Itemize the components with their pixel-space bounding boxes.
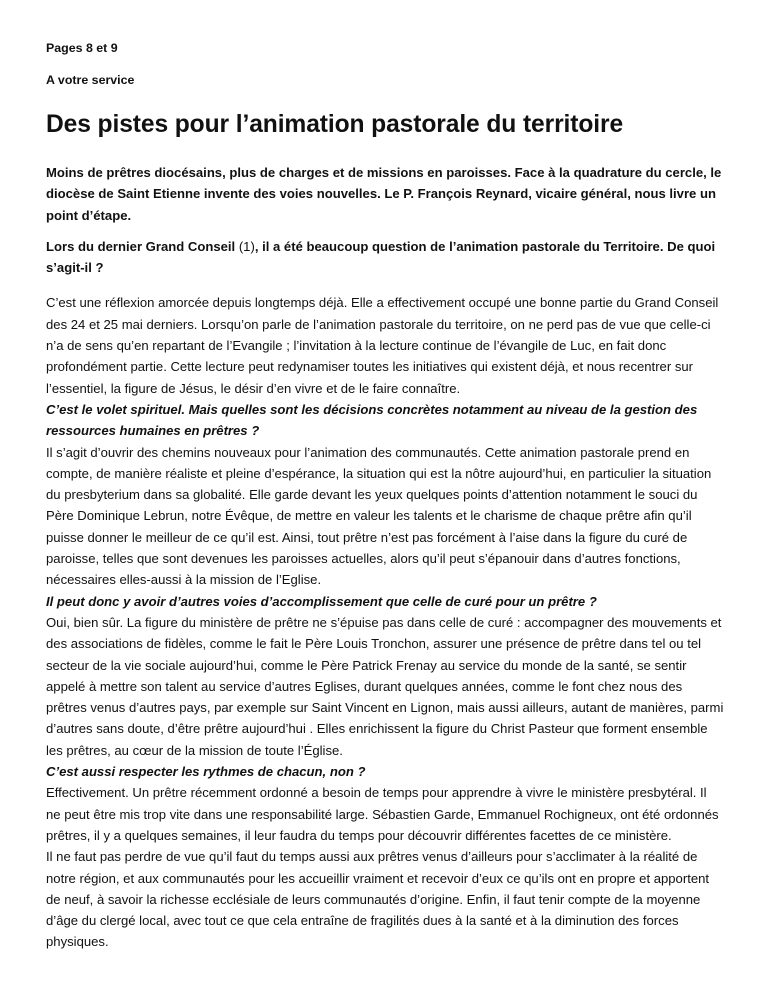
question-3: Il peut donc y avoir d’autres voies d’accomplissement que celle de curé pour un prêtre ?: [46, 593, 597, 609]
article-title: Des pistes pour l’animation pastorale du territoire: [46, 111, 624, 138]
question-1-text-end: , il a été beaucoup question de l’animation pastorale du Territoire. De quoi s’agit-il ?: [46, 238, 716, 276]
question-2: C’est le volet spirituel. Mais quelles sont les décisions concrètes notamment au niveau de la gestion des ressources humaines en prêtres ?: [46, 401, 698, 439]
answer-3: Oui, bien sûr. La figure du ministère de prêtre ne s’épuise pas dans celle de curé : accompagner des mouvements et des associations de fidèles, comme le fait le Père Louis Tronchon, assurer une présence de prêtre dans tel ou tel secteur de la vie sociale aujourd’hui, comme le Père Patrick Frenay au service du monde de la santé, se sentir appelé à mettre son talent au service d’autres Eglises, durant quelques années, comme le font chez nous des prêtres venus d’autres pays, par exemple sur Saint Vincent en Lignon, mais aussi ailleurs, autant de manières, parmi d’autres sans doute, d’être prêtre aujourd’hui . Elles enrichissent la figure du Christ Pasteur que forment ensemble les prêtres, au cœur de la mission de toute l’Église.: [46, 614, 724, 758]
article-lead: Moins de prêtres diocésains, plus de charges et de missions en paroisses. Face à la quadrature du cercle, le diocèse de Saint Etienne invente des voies nouvelles. Le P. François Reynard, vicaire général, nous livre un point d’étape.: [46, 165, 722, 223]
page-numbers: Pages 8 et 9: [46, 41, 118, 55]
answer-1: C’est une réflexion amorcée depuis longtemps déjà. Elle a effectivement occupé une bonne partie du Grand Conseil des 24 et 25 mai derniers. Lorsqu’on parle de l’animation pastorale du territoire, on ne perd pas de vue que celle-ci n’a de sens qu’en repartant de l’Evangile ; l’invitation à la lecture continue de l’évangile de Luc, en fait donc profondément partie. Cette lecture peut redynamiser toutes les initiatives qui existent déjà, et nous recentrer sur l’essentiel, la figure de Jésus, le désir d’en vivre et de le faire connaître.: [46, 295, 719, 396]
question-1-text-start: Lors du dernier Grand Conseil: [46, 238, 239, 254]
question-1: [46, 236, 724, 279]
answer-4-paragraph-2: Il ne faut pas perdre de vue qu’il faut du temps aussi aux prêtres venus d’ailleurs pour s’acclimater à la réalité de notre région, et aux communautés pour les accueillir vraiment et recevoir d’eux ce qu’ils ont en propre et apportent de neuf, à savoir la richesse ecclésiale de leurs communautés d’origine. Enfin, il faut tenir compte de la moyenne d’âge du clergé local, avec tout ce que cela entraîne de fragilités dues à la santé et à la diminution des forces physiques.: [46, 849, 710, 950]
footnote-reference: (1): [238, 238, 255, 254]
section-label: A votre service: [46, 73, 135, 87]
question-4: C’est aussi respecter les rythmes de chacun, non ?: [46, 764, 366, 780]
article-body: [46, 292, 724, 952]
answer-2: Il s’agit d’ouvrir des chemins nouveaux pour l’animation des communautés. Cette animation pastorale prend en compte, de manière réaliste et pleine d’espérance, la situation qui est la nôtre aujourd’hui, en particulier la situation du presbyterium dans sa globalité. Elle garde devant les yeux quelques points d’attention notamment le souci du Père Dominique Lebrun, notre Évêque, de mettre en valeur les talents et le charisme de chaque prêtre afin qu’il puisse donner le meilleur de ce qu’il est. Ainsi, tout prêtre n’est pas forcément à l’aise dans la figure du curé de paroisse, telles que sont devenues les paroisses actuelles, alors qu’il peut s’épanouir dans d’autres fonctions, nécessaires elles-aussi à la mission de l’Eglise.: [46, 444, 712, 588]
answer-4-paragraph-1: Effectivement. Un prêtre récemment ordonné a besoin de temps pour apprendre à vivre le ministère presbytéral. Il ne peut être mis trop vite dans une responsabilité large. Sébastien Garde, Emmanuel Rochigneux, ont été ordonnés prêtres, il y a quelques semaines, il leur faudra du temps pour découvrir différentes facettes de ce ministère.: [46, 785, 719, 843]
